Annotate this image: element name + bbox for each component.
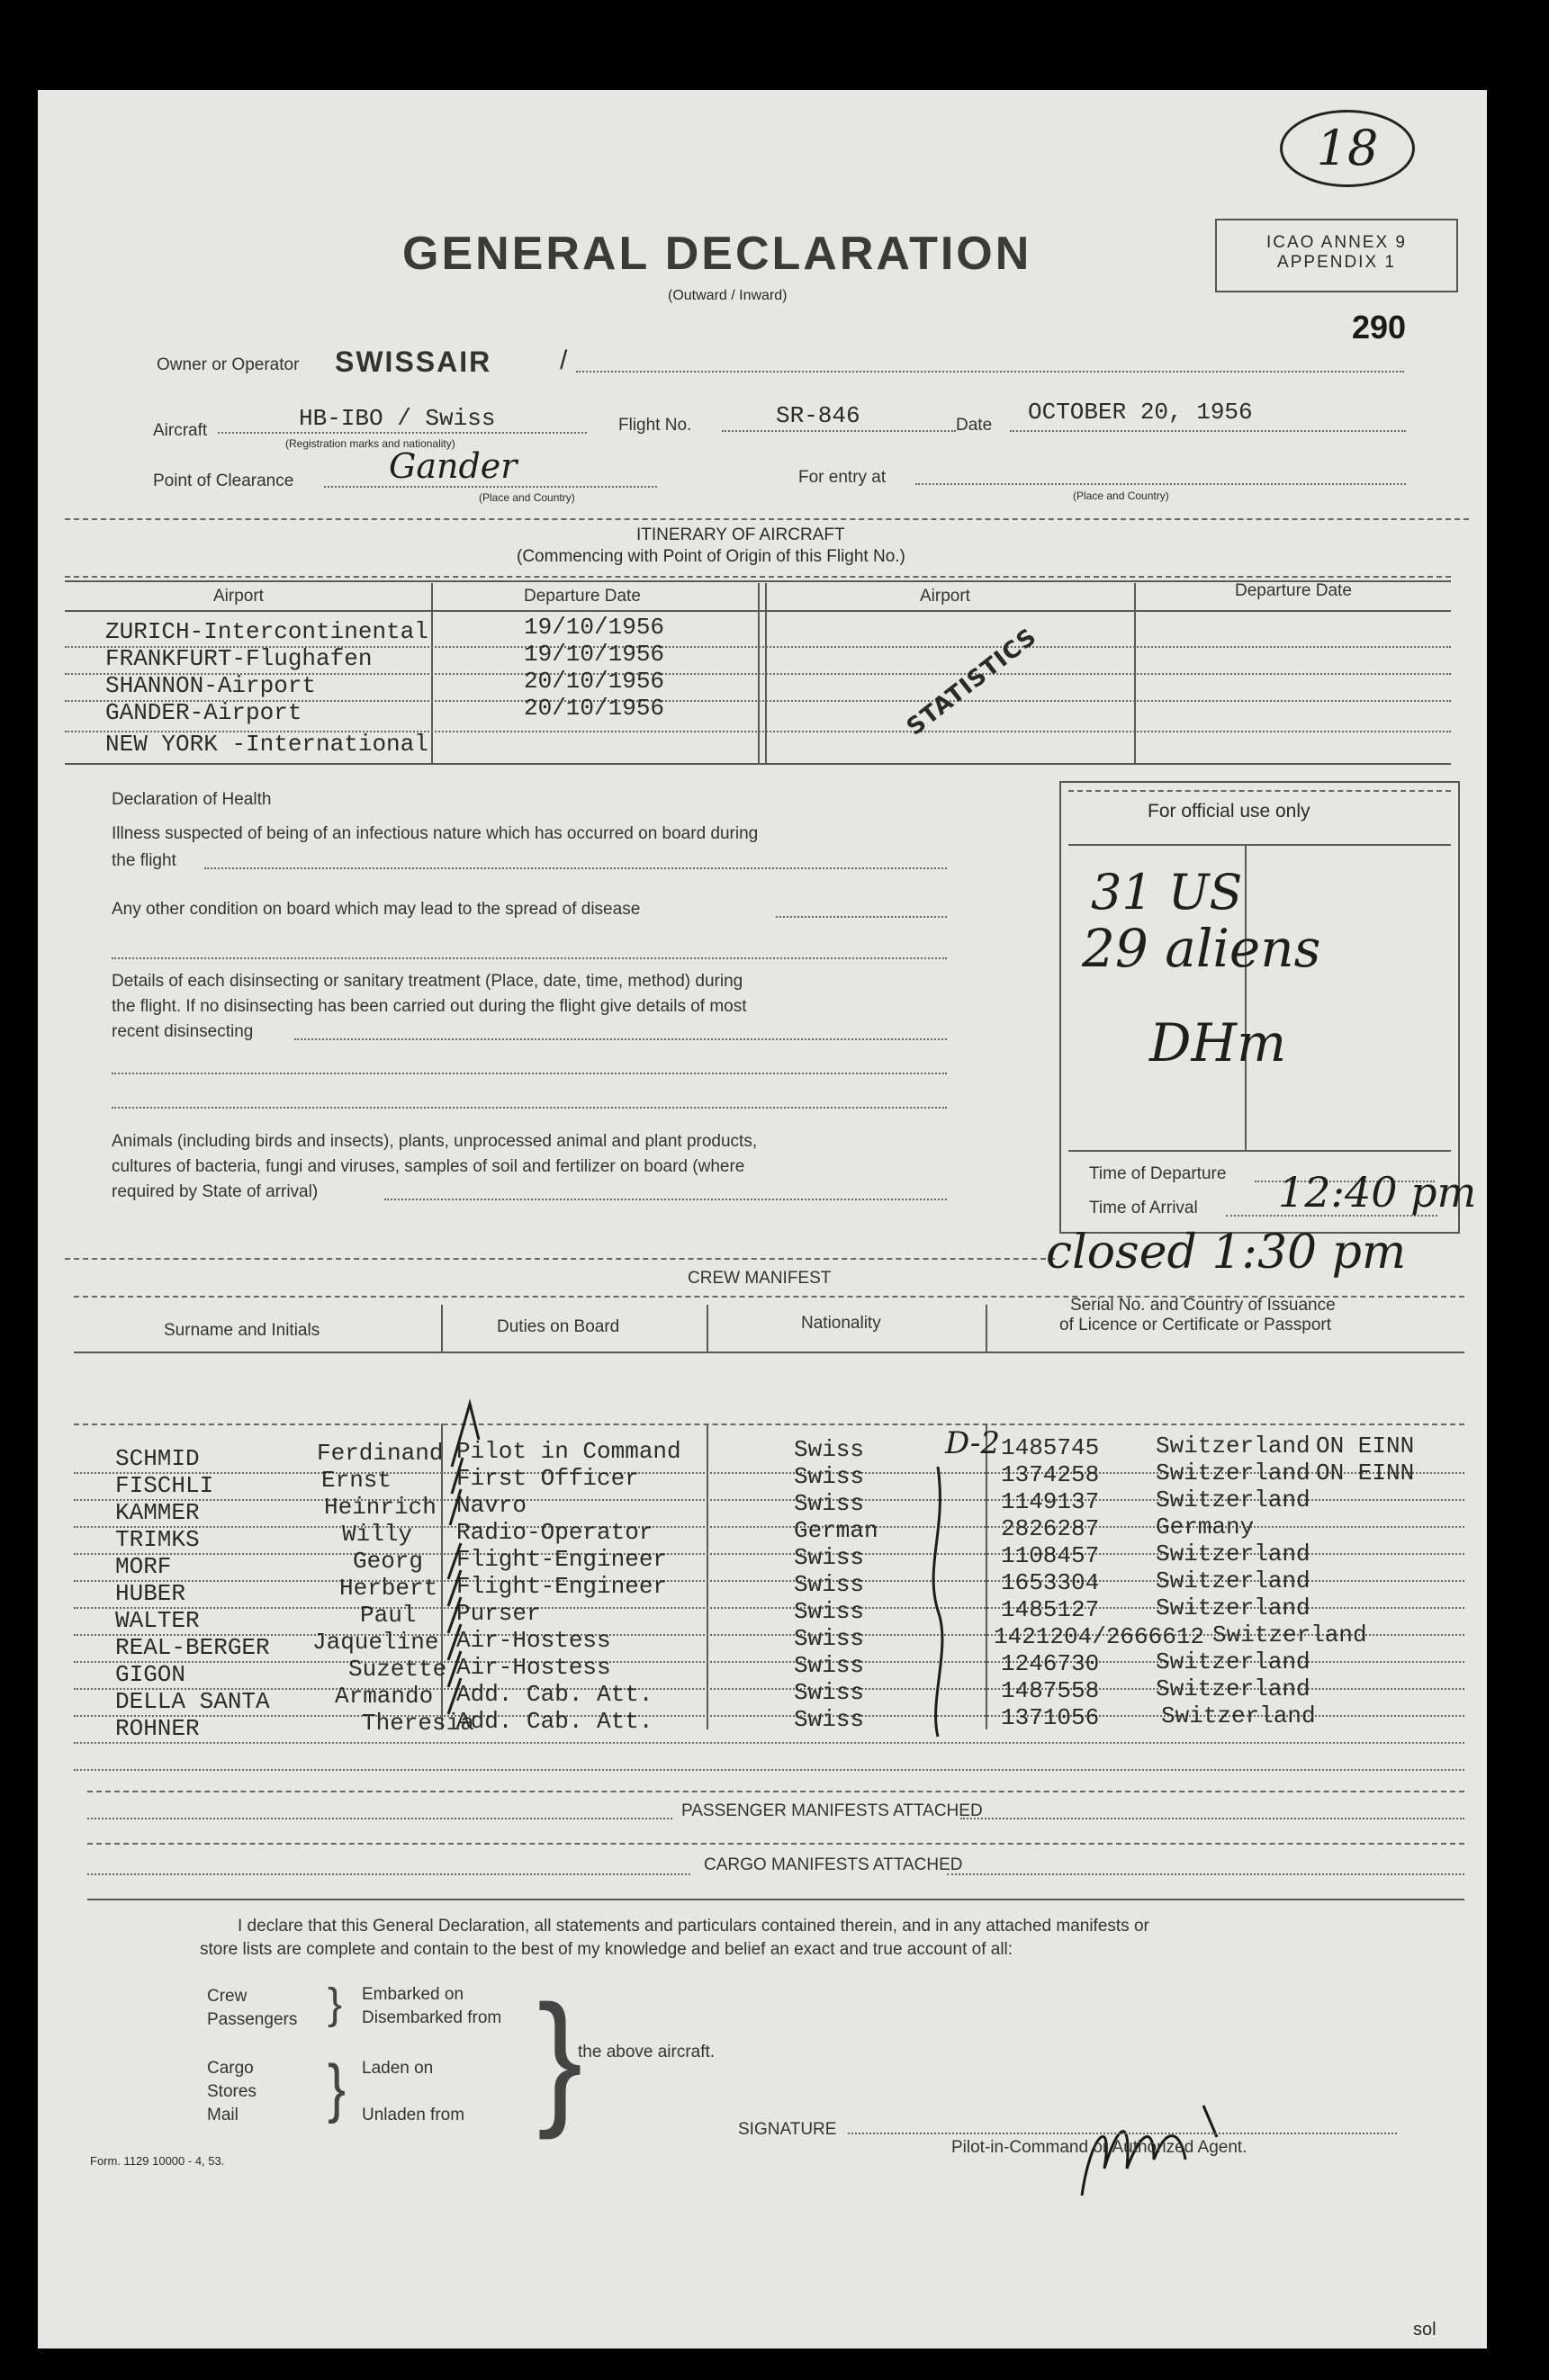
signature-label: SIGNATURE — [738, 2120, 837, 2139]
official-note-aliens: 29 aliens — [1082, 918, 1321, 979]
circled-page-number — [1280, 110, 1415, 187]
dotline — [112, 957, 947, 959]
entry-dotline — [915, 483, 1406, 485]
crew-surname: REAL-BERGER — [115, 1634, 270, 1661]
crew-surname: MORF — [115, 1553, 172, 1580]
crew-nationality: Swiss — [794, 1436, 865, 1463]
dotline — [87, 1873, 690, 1875]
decl-mail: Mail — [207, 2106, 239, 2124]
crew-header-serial-1: Serial No. and Country of Issuance — [1070, 1296, 1336, 1315]
signature-caption: Pilot-in-Command or Authorized Agent. — [951, 2138, 1247, 2157]
decl-stores: Stores — [207, 2082, 257, 2101]
dotline — [204, 867, 947, 869]
health-q1b: the flight — [112, 851, 176, 870]
crew-nationality: Swiss — [794, 1679, 865, 1706]
crew-country: Switzerland — [1156, 1432, 1310, 1459]
corner-mark: sol — [1413, 2320, 1436, 2340]
crew-duty: Pilot in Command — [456, 1438, 681, 1465]
crew-serial: 1485745 — [1001, 1434, 1100, 1461]
rule — [87, 1843, 1464, 1845]
crew-country: Switzerland — [1156, 1486, 1310, 1513]
crew-duty: Air-Hostess — [456, 1627, 611, 1654]
decl-disembarked: Disembarked from — [362, 2008, 502, 2027]
date-label: Date — [956, 416, 993, 435]
crew-duty: Flight-Engineer — [456, 1573, 668, 1600]
cargo-manifest-label: CARGO MANIFESTS ATTACHED — [704, 1855, 963, 1874]
dotline — [384, 1199, 947, 1200]
decl-laden: Laden on — [362, 2059, 434, 2078]
crew-serial: 1485127 — [1001, 1596, 1100, 1623]
arrival-time-label: Time of Arrival — [1089, 1199, 1198, 1217]
official-note-us: 31 US — [1091, 864, 1243, 921]
crew-serial: 1371056 — [1001, 1704, 1100, 1731]
row-rule — [74, 1769, 1464, 1771]
crew-firstname: Suzette — [348, 1656, 447, 1683]
departure-time-label: Time of Departure — [1089, 1164, 1227, 1183]
decl-above: the above aircraft. — [578, 2043, 716, 2061]
crew-duty: Flight-Engineer — [456, 1546, 668, 1573]
clearance-value: Gander — [389, 446, 518, 486]
itin-header-date-1: Departure Date — [524, 587, 641, 606]
crew-country: Switzerland — [1156, 1567, 1310, 1594]
decl-cargo: Cargo — [207, 2059, 254, 2078]
crew-duty: Add. Cab. Att. — [456, 1708, 653, 1735]
crew-note: ON EINN — [1316, 1459, 1415, 1486]
dotline — [294, 1038, 947, 1040]
itin-date: 19/10/1956 — [524, 641, 665, 668]
itin-airport: FRANKFURT-Flughafen — [105, 645, 373, 672]
closed-note: closed 1:30 pm — [1046, 1226, 1407, 1280]
clearance-caption: (Place and Country) — [479, 491, 575, 504]
brace: } — [328, 2052, 347, 2124]
entry-label: For entry at — [798, 468, 887, 487]
crew-nationality: Swiss — [794, 1463, 865, 1490]
crew-header-serial-2: of Licence or Certificate or Passport — [1059, 1316, 1332, 1334]
itin-header-date-2: Departure Date — [1235, 581, 1352, 600]
crew-serial: 2826287 — [1001, 1515, 1100, 1542]
crew-firstname: Ferdinand — [317, 1440, 444, 1467]
rule — [65, 518, 1469, 520]
crew-serial: 1487558 — [1001, 1677, 1100, 1704]
dotline — [776, 916, 947, 918]
clearance-label: Point of Clearance — [153, 472, 294, 490]
crew-firstname: Armando — [335, 1683, 434, 1710]
crew-note: ON EINN — [1316, 1432, 1415, 1459]
crew-duty: Air-Hostess — [456, 1654, 611, 1681]
owner-value: SWISSAIR — [335, 346, 492, 378]
itin-header-airport-1: Airport — [213, 587, 264, 606]
decl-passengers: Passengers — [207, 2010, 298, 2029]
icao-annex: ICAO ANNEX 9 — [1266, 233, 1407, 252]
aircraft-dotline — [218, 432, 587, 434]
statistics-stamp: STATISTICS — [902, 623, 1042, 741]
rule — [1068, 844, 1451, 846]
crew-surname: HUBER — [115, 1580, 186, 1607]
crew-serial: 1149137 — [1001, 1488, 1100, 1515]
arrival-time-value: 12:40 pm — [1278, 1168, 1477, 1217]
date-value: OCTOBER 20, 1956 — [1028, 399, 1253, 426]
crew-serial: 1653304 — [1001, 1569, 1100, 1596]
owner-slash: / — [560, 346, 568, 375]
health-q4c: required by State of arrival) — [112, 1182, 319, 1201]
flight-dotline — [722, 430, 956, 432]
crew-duty: Navro — [456, 1492, 527, 1519]
health-q1: Illness suspected of being of an infectious nature which has occurred on board during — [112, 824, 759, 843]
itin-header-airport-2: Airport — [920, 587, 970, 606]
crew-nationality: Swiss — [794, 1706, 865, 1733]
crew-firstname: Heinrich — [324, 1494, 437, 1521]
crew-surname: SCHMID — [115, 1445, 200, 1472]
date-dotline — [1010, 430, 1406, 432]
itinerary-subtitle: (Commencing with Point of Origin of this Flight No.) — [517, 547, 905, 566]
clearance-dotline — [324, 486, 657, 488]
crew-firstname: Georg — [353, 1548, 424, 1575]
crew-duty: First Officer — [456, 1465, 639, 1492]
health-title: Declaration of Health — [112, 790, 272, 809]
crew-margin-note: D-2 — [945, 1425, 1001, 1461]
rule — [1068, 790, 1451, 792]
itin-date: 19/10/1956 — [524, 614, 665, 641]
decl-embarked: Embarked on — [362, 1985, 464, 2004]
itinerary-title: ITINERARY OF AIRCRAFT — [636, 525, 845, 544]
owner-dotline — [576, 371, 1404, 373]
dotline — [112, 1073, 947, 1074]
icao-box — [1215, 219, 1458, 292]
brace-mark — [933, 1467, 942, 1737]
health-q3a: Details of each disinsecting or sanitary treatment (Place, date, time, method) during — [112, 972, 743, 991]
crew-country: Switzerland — [1156, 1459, 1310, 1486]
crew-surname: WALTER — [115, 1607, 200, 1634]
aircraft-value: HB-IBO / Swiss — [299, 405, 496, 432]
col-divider — [986, 1305, 987, 1352]
col-divider — [707, 1424, 708, 1729]
crew-serial: 1246730 — [1001, 1650, 1100, 1677]
crew-surname: TRIMKS — [115, 1526, 200, 1553]
crew-serial: 1421204/2666612 — [994, 1623, 1205, 1650]
crew-surname: FISCHLI — [115, 1472, 214, 1499]
crew-header-name: Surname and Initials — [164, 1321, 320, 1340]
col-divider — [1245, 844, 1247, 1150]
crew-firstname: Theresia — [362, 1710, 474, 1737]
crew-surname: GIGON — [115, 1661, 186, 1688]
icao-appendix: APPENDIX 1 — [1277, 253, 1396, 272]
rule — [65, 1258, 1055, 1260]
col-divider — [986, 1424, 987, 1729]
health-q4b: cultures of bacteria, fungi and viruses, samples of soil and fertilizer on board (where — [112, 1157, 745, 1176]
crew-firstname: Ernst — [321, 1467, 392, 1494]
official-title: For official use only — [1148, 801, 1310, 822]
itin-airport: NEW YORK -International — [105, 731, 428, 758]
crew-nationality: Swiss — [794, 1544, 865, 1571]
crew-duty: Purser — [456, 1600, 541, 1627]
crew-nationality: Swiss — [794, 1652, 865, 1679]
rule — [87, 1791, 1464, 1792]
row-rule — [74, 1526, 1464, 1528]
col-divider — [707, 1305, 708, 1352]
health-q2: Any other condition on board which may lead to the spread of disease — [112, 900, 641, 919]
col-divider — [441, 1424, 443, 1729]
crew-surname: ROHNER — [115, 1715, 200, 1742]
crew-country: Germany — [1156, 1513, 1255, 1540]
crew-nationality: Swiss — [794, 1571, 865, 1598]
crew-firstname: Paul — [360, 1602, 417, 1629]
crew-nationality: Swiss — [794, 1490, 865, 1517]
dotline — [112, 1107, 947, 1109]
aircraft-label: Aircraft — [153, 421, 208, 440]
flight-value: SR-846 — [776, 402, 860, 429]
document-title: GENERAL DECLARATION — [402, 228, 1032, 280]
col-divider — [441, 1305, 443, 1352]
declaration-line2: store lists are complete and contain to the best of my knowledge and belief an exact and true account of all: — [200, 1940, 1013, 1959]
decl-unladen: Unladen from — [362, 2106, 465, 2124]
itin-date: 20/10/1956 — [524, 695, 665, 722]
document-page — [38, 90, 1487, 2349]
crew-country: Switzerland — [1156, 1594, 1310, 1621]
rule — [74, 1352, 1464, 1353]
rule — [65, 576, 1451, 578]
crew-title: CREW MANIFEST — [688, 1269, 832, 1288]
dotline — [960, 1818, 1464, 1819]
crew-country: Switzerland — [1156, 1648, 1310, 1675]
rule — [65, 763, 1451, 765]
dotline — [947, 1873, 1464, 1875]
rule — [87, 1899, 1464, 1900]
crew-country: Switzerland — [1212, 1621, 1367, 1648]
crew-serial: 1374258 — [1001, 1461, 1100, 1488]
itin-airport: GANDER-Airport — [105, 699, 302, 726]
crew-country: Switzerland — [1156, 1675, 1310, 1702]
rule — [74, 1424, 1464, 1425]
crew-country: Switzerland — [1156, 1540, 1310, 1567]
owner-label: Owner or Operator — [157, 355, 300, 374]
crew-duty: Radio-Operator — [456, 1519, 653, 1546]
crew-surname: DELLA SANTA — [115, 1688, 270, 1715]
crew-firstname: Jaqueline — [312, 1629, 439, 1656]
document-subtitle: (Outward / Inward) — [668, 288, 788, 303]
crew-firstname: Willy — [342, 1521, 413, 1548]
itin-airport: SHANNON-Airport — [105, 672, 317, 699]
row-rule — [74, 1742, 1464, 1744]
crew-header-duties: Duties on Board — [497, 1317, 620, 1336]
official-initials: DHm — [1149, 1012, 1287, 1073]
form-number: Form. 1129 10000 - 4, 53. — [90, 2154, 225, 2168]
crew-nationality: German — [794, 1517, 878, 1544]
crew-nationality: Swiss — [794, 1625, 865, 1652]
health-q3c: recent disinsecting — [112, 1022, 254, 1041]
page-number-text: 18 — [1316, 120, 1379, 176]
rule — [1068, 1150, 1451, 1152]
aircraft-caption: (Registration marks and nationality) — [285, 437, 455, 450]
declaration-line1: I declare that this General Declaration, all statements and particulars contained therein, and in any attached manifests or — [238, 1917, 1149, 1935]
dotline — [87, 1818, 672, 1819]
crew-nationality: Swiss — [794, 1598, 865, 1625]
crew-country: Switzerland — [1161, 1702, 1316, 1729]
crew-surname: KAMMER — [115, 1499, 200, 1526]
document-number: 290 — [1352, 309, 1407, 346]
decl-crew: Crew — [207, 1987, 248, 2006]
brace: } — [328, 1980, 343, 2028]
brace: } — [537, 1973, 583, 2141]
passenger-manifest-label: PASSENGER MANIFESTS ATTACHED — [681, 1801, 983, 1820]
itin-airport: ZURICH-Intercontinental — [105, 618, 428, 645]
crew-firstname: Herbert — [339, 1575, 438, 1602]
crew-duty: Add. Cab. Att. — [456, 1681, 653, 1708]
entry-caption: (Place and Country) — [1073, 489, 1169, 502]
health-q4a: Animals (including birds and insects), plants, unprocessed animal and plant products, — [112, 1132, 758, 1151]
crew-serial: 1108457 — [1001, 1542, 1100, 1569]
itin-date: 20/10/1956 — [524, 668, 665, 695]
health-q3b: the flight. If no disinsecting has been carried out during the flight give details of most — [112, 997, 747, 1016]
crew-header-nationality: Nationality — [801, 1314, 881, 1333]
flight-label: Flight No. — [618, 416, 692, 435]
